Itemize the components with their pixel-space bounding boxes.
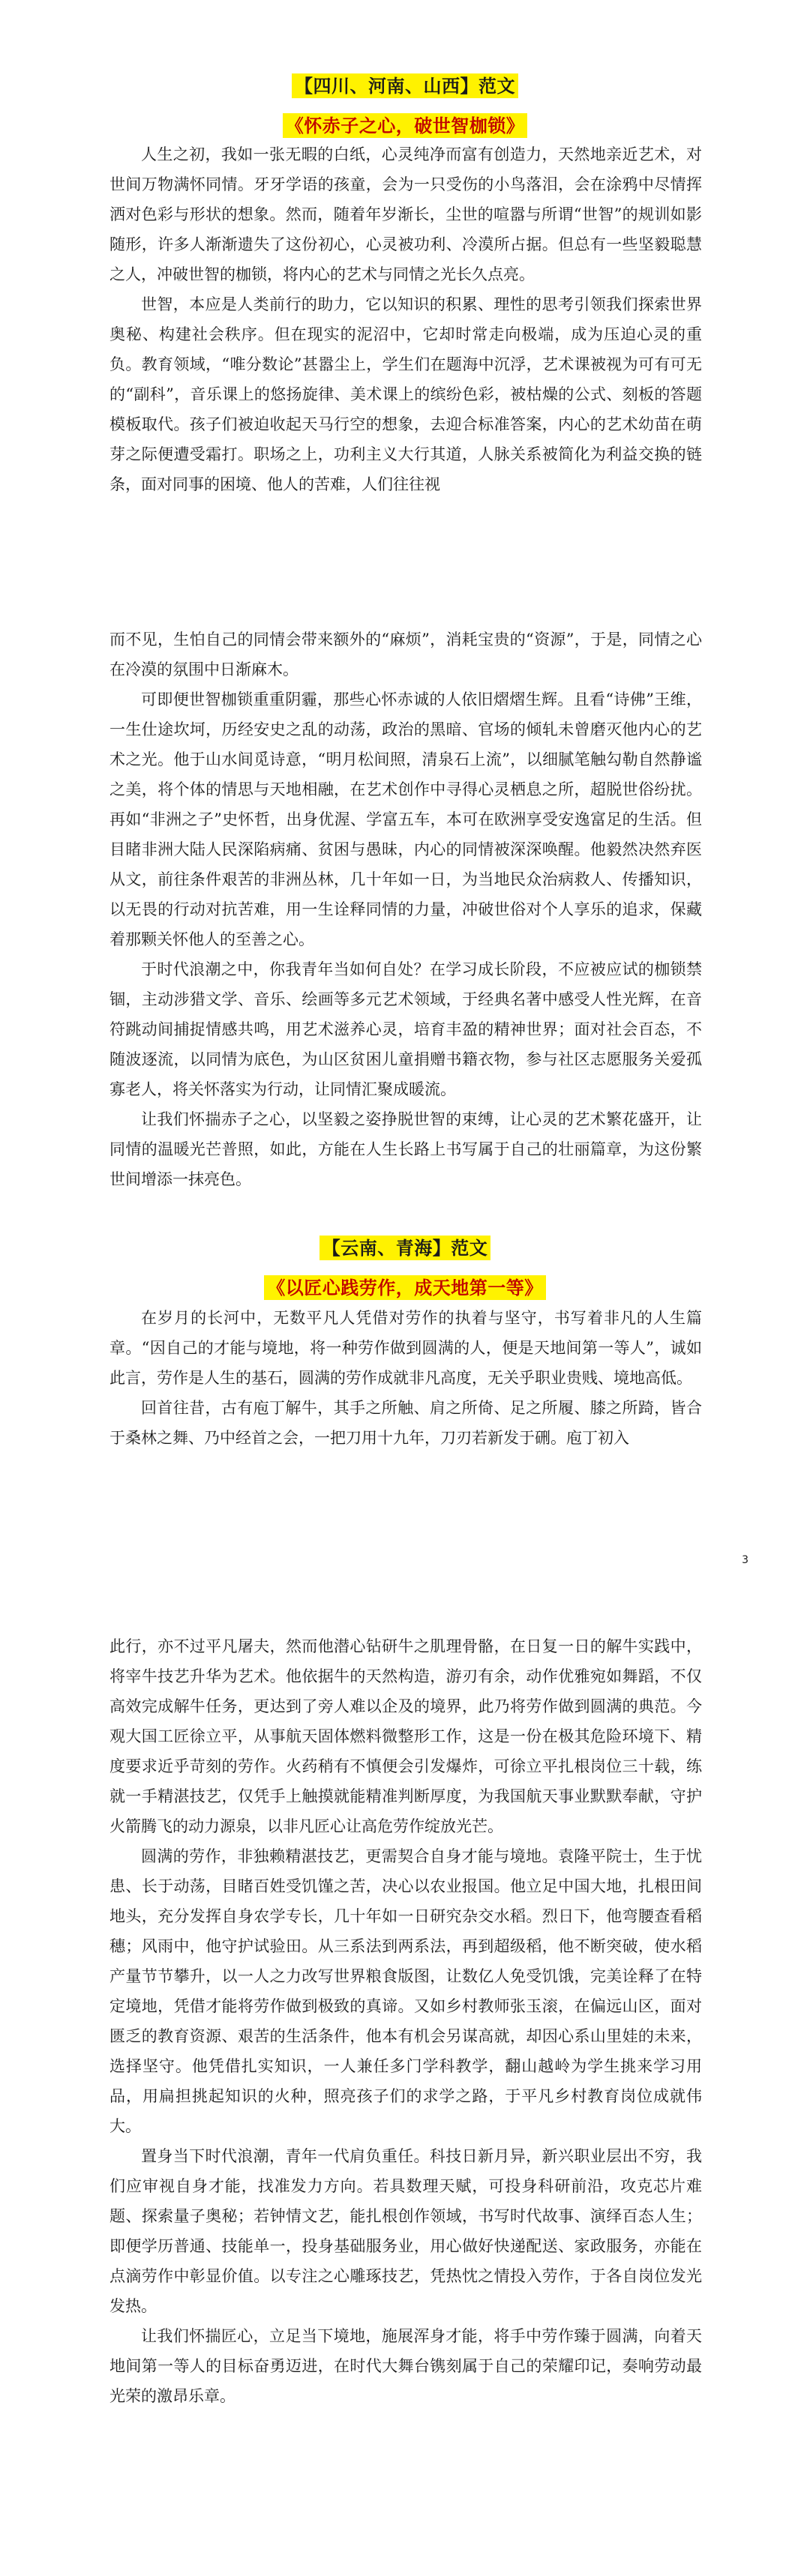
essay2-body-part2 xyxy=(110,1631,702,2411)
essay2-paragraph: 圆满的劳作，非独赖精湛技艺，更需契合自身才能与境地。袁隆平院士，生于忧患、长于动荡，目睹百姓受饥馑之苦，决心以农业报国。他立足中国大地，扎根田间地头，充分发挥自身农学专长，几十年如一日研究杂交水稻。烈日下，他弯腰查看稻穗；风雨中，他守护试验田。从三系法到两系法，再到超级稻，他不断突破，使水稻产量节节攀升，以一人之力改写世界粮食版图，让数亿人免受饥饿，完美诠释了在特定境地，凭借才能将劳作做到极致的真谛。又如乡村教师张玉滚，在偏远山区，面对匮乏的教育资源、艰苦的生活条件，他本有机会另谋高就，却因心系山里娃的未来，选择坚守。他凭借扎实知识，一人兼任多门学科教学，翻山越岭为学生挑来学习用品，用扁担挑起知识的火种，照亮孩子们的求学之路，于平凡乡村教育岗位成就伟大。 xyxy=(110,1847,702,2135)
essay1-title: 《怀赤子之心，破世智枷锁》 xyxy=(283,113,528,138)
essay2-paragraph-continued: 此行，亦不过平凡屠夫，然而他潜心钻研牛之肌理骨骼，在日复一日的解牛实践中，将宰牛技艺升华为艺术。他依据牛的天然构造，游刃有余，动作优雅宛如舞蹈，不仅高效完成解牛任务，更达到了旁人难以企及的境界，此乃将劳作做到圆满的典范。今观大国工匠徐立平，从事航天固体燃料微整形工作，这是一份在极其危险环境下、精度要求近乎苛刻的劳作。火药稍有不慎便会引发爆炸，可徐立平扎根岗位三十载，练就一手精湛技艺，仅凭手上触摸就能精准判断厚度，为我国航天事业默默奉献，守护火箭腾飞的动力源泉，以非凡匠心让高危劳作绽放光芒。 xyxy=(110,1637,702,1835)
essay2-paragraph: 置身当下时代浪潮，青年一代肩负重任。科技日新月异，新兴职业层出不穷，我们应审视自身才能，找准发力方向。若具数理天赋，可投身科研前沿，攻克芯片难题、探索量子奥秘；若钟情文艺，能扎根创作领域，书写时代故事、演绎百态人生；即便学历普通、技能单一，投身基础服务业，用心做好快递配送、家政服务，亦能在点滴劳作中彰显价值。以专注之心雕琢技艺，凭热忱之情投入劳作，于各自岗位发光发热。 xyxy=(110,2147,702,2315)
essay1-paragraph: 于时代浪潮之中，你我青年当如何自处？在学习成长阶段，不应被应试的枷锁禁锢，主动涉猎文学、音乐、绘画等多元艺术领域，于经典名著中感受人性光辉，在音符跳动间捕捉情感共鸣，用艺术滋养心灵，培育丰盈的精神世界；面对社会百态，不随波逐流，以同情为底色，为山区贫困儿童捐赠书籍衣物，参与社区志愿服务关爱孤寡老人，将关怀落实为行动，让同情汇聚成暖流。 xyxy=(110,960,702,1098)
essay2-paragraph: 让我们怀揣匠心，立足当下境地，施展浑身才能，将手中劳作臻于圆满，向着天地间第一等人的目标奋勇迈进，在时代大舞台镌刻属于自己的荣耀印记，奏响劳动最光荣的激昂乐章。 xyxy=(110,2327,702,2405)
essay1-paragraph: 人生之初，我如一张无暇的白纸，心灵纯净而富有创造力，天然地亲近艺术，对世间万物满怀同情。牙牙学语的孩童，会为一只受伤的小鸟落泪，会在涂鸦中尽情挥洒对色彩与形状的想象。然而，随着年岁渐长，尘世的喧嚣与所谓“世智”的规训如影随形，许多人渐渐遗失了这份初心，心灵被功利、冷漠所占据。但总有一些坚毅聪慧之人，冲破世智的枷锁，将内心的艺术与同情之光长久点亮。 xyxy=(110,145,702,283)
essay1-paragraph: 世智，本应是人类前行的助力，它以知识的积累、理性的思考引领我们探索世界奥秘、构建社会秩序。但在现实的泥沼中，它却时常走向极端，成为压迫心灵的重负。教育领域，“唯分数论”甚嚣尘上，学生们在题海中沉浮，艺术课被视为可有可无的“副科”，音乐课上的悠扬旋律、美术课上的缤纷色彩，被枯燥的公式、刻板的答题模板取代。孩子们被迫收起天马行空的想象，去迎合标准答案，内心的艺术幼苗在萌芽之际便遭受霜打。职场之上，功利主义大行其道，人脉关系被简化为利益交换的链条，面对同事的困境、他人的苦难，人们往往视 xyxy=(110,295,702,493)
essay2-paragraph: 回首往昔，古有庖丁解牛，其手之所触、肩之所倚、足之所履、膝之所踦，皆合于桑林之舞、乃中经首之会，一把刀用十九年，刀刃若新发于硎。庖丁初入 xyxy=(110,1399,702,1447)
essay1-paragraph: 可即便世智枷锁重重阴霾，那些心怀赤诚的人依旧熠熠生辉。且看“诗佛”王维，一生仕途坎坷，历经安史之乱的动荡，政治的黑暗、官场的倾轧未曾磨灭他内心的艺术之光。他于山水间觅诗意，“明月松间照，清泉石上流”，以细腻笔触勾勒自然静谧之美，将个体的情思与天地相融，在艺术创作中寻得心灵栖息之所，超脱世俗纷扰。再如“非洲之子”史怀哲，出身优渥、学富五车，本可在欧洲享受安逸富足的生活。但目睹非洲大陆人民深陷病痛、贫困与愚昧，内心的同情被深深唤醒。他毅然决然弃医从文，前往条件艰苦的非洲丛林，几十年如一日，为当地民众治病救人、传播知识，以无畏的行动对抗苦难，用一生诠释同情的力量，冲破世俗对个人享乐的追求，保藏着那颗关怀他人的至善之心。 xyxy=(110,690,702,948)
essay1-region-label: 【四川、河南、山西】范文 xyxy=(292,73,518,98)
essay2-region-label: 【云南、青海】范文 xyxy=(320,1236,491,1260)
essay1-paragraph: 让我们怀揣赤子之心，以坚毅之姿挣脱世智的束缚，让心灵的艺术繁花盛开，让同情的温暖光芒普照，如此，方能在人生长路上书写属于自己的壮丽篇章，为这份繁世间增添一抹亮色。 xyxy=(110,1110,702,1188)
page-number: 3 xyxy=(742,1554,748,1566)
essay1-paragraph-continued: 而不见，生怕自己的同情会带来额外的“麻烦”，消耗宝贵的“资源”，于是，同情之心在冷漠的氛围中日渐麻木。 xyxy=(110,631,702,678)
essay2-title: 《以匠心践劳作，成天地第一等》 xyxy=(264,1275,546,1300)
essay2-paragraph: 在岁月的长河中，无数平凡人凭借对劳作的执着与坚守，书写着非凡的人生篇章。“因自己的才能与境地，将一种劳作做到圆满的人，便是天地间第一等人”，诚如此言，劳作是人生的基石，圆满的劳作成就非凡高度，无关乎职业贵贱、境地高低。 xyxy=(110,1309,702,1387)
